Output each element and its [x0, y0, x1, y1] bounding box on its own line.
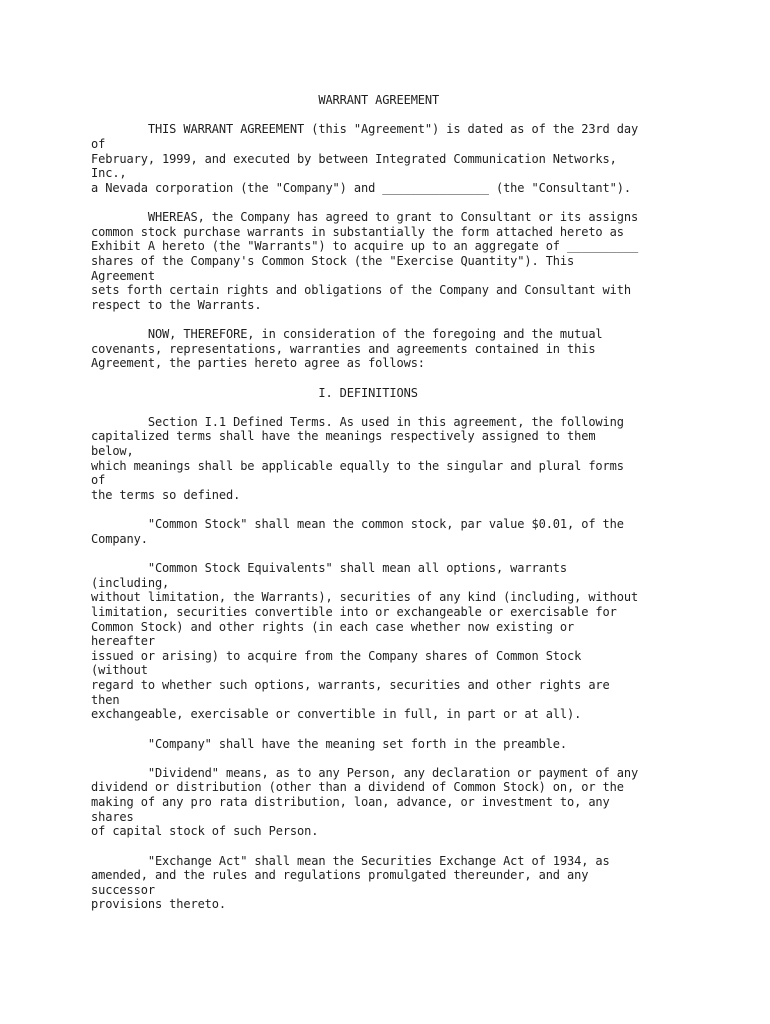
- blank-line: [91, 503, 638, 518]
- blank-line: [91, 108, 638, 123]
- document-line: successor: [91, 882, 155, 897]
- document-line: of capital stock of such Person.: [91, 824, 319, 839]
- document-line: February, 1999, and executed by between Integrated Communication Networks,: [91, 151, 617, 166]
- document-line: a Nevada corporation (the "Company") and _______________ (the "Consultant").: [91, 180, 631, 195]
- document-line: "Dividend" means, as to any Person, any declaration or payment of any: [91, 765, 639, 780]
- blank-line: [91, 312, 638, 327]
- document-line: "Company" shall have the meaning set forth in the preamble.: [91, 736, 568, 751]
- document-line: shares: [91, 809, 134, 824]
- document-line: "Common Stock Equivalents" shall mean all options, warrants: [91, 561, 568, 575]
- document-line: respect to the Warrants.: [91, 297, 262, 312]
- section-heading: I. DEFINITIONS: [91, 385, 418, 400]
- blank-line: [91, 751, 638, 766]
- document-line: covenants, representations, warranties and agreements contained in this: [91, 341, 596, 356]
- blank-line: [91, 371, 638, 386]
- document-line: of: [91, 473, 106, 488]
- document-line: "Exchange Act" shall mean the Securities Exchange Act of 1934, as: [91, 853, 610, 868]
- document-line: of: [91, 136, 106, 151]
- document-line: limitation, securities convertible into or exchangeable or exercisable for: [91, 604, 617, 619]
- document-line: Common Stock) and other rights (in each case whether now existing or: [91, 619, 575, 634]
- document-line: regard to whether such options, warrants, securities and other rights are: [91, 678, 610, 692]
- document-line: amended, and the rules and regulations promulgated thereunder, and any: [91, 868, 589, 883]
- document-line: (without: [91, 663, 148, 678]
- document-line: shares of the Company's Common Stock (the "Exercise Quantity"). This: [91, 253, 575, 268]
- document-line: the terms so defined.: [91, 487, 241, 502]
- document-line: common stock purchase warrants in substantially the form attached hereto as: [91, 224, 624, 239]
- blank-line: [91, 546, 638, 561]
- document-line: Inc.,: [91, 166, 127, 181]
- document-line: Section I.1 Defined Terms. As used in this agreement, the following: [91, 414, 624, 429]
- document-line: which meanings shall be applicable equally to the singular and plural forms: [91, 458, 624, 473]
- document-line: (including,: [91, 575, 170, 590]
- document-line: THIS WARRANT AGREEMENT (this "Agreement") is dated as of the 23rd day: [91, 122, 639, 137]
- document-line: hereafter: [91, 634, 155, 649]
- document-line: dividend or distribution (other than a dividend of Common Stock) on, or the: [91, 780, 624, 795]
- blank-line: [91, 400, 638, 415]
- document-line: then: [91, 692, 120, 707]
- document-line: Exhibit A hereto (the "Warrants") to acquire up to an aggregate of __________: [91, 239, 639, 254]
- document-line: below,: [91, 444, 134, 458]
- blank-line: [91, 195, 638, 210]
- document-line: provisions thereto.: [91, 897, 226, 912]
- document-line: Company.: [91, 531, 148, 546]
- document-line: making of any pro rata distribution, loan, advance, or investment to, any: [91, 795, 610, 809]
- document-line: Agreement, the parties hereto agree as follows:: [91, 356, 425, 371]
- document-line: without limitation, the Warrants), securities of any kind (including, without: [91, 590, 639, 605]
- document-line: NOW, THEREFORE, in consideration of the foregoing and the mutual: [91, 327, 603, 341]
- document-line: capitalized terms shall have the meanings respectively assigned to them: [91, 429, 596, 444]
- document-line: issued or arising) to acquire from the Company shares of Common Stock: [91, 648, 582, 663]
- blank-line: [91, 722, 638, 737]
- blank-line: [91, 839, 638, 854]
- document-line: "Common Stock" shall mean the common stock, par value $0.01, of the: [91, 517, 624, 532]
- document-line: Agreement: [91, 268, 155, 283]
- document-line: WHEREAS, the Company has agreed to grant to Consultant or its assigns: [91, 210, 639, 224]
- document-body: [91, 93, 638, 912]
- document-line: exchangeable, exercisable or convertible in full, in part or at all).: [91, 707, 582, 722]
- document-line: sets forth certain rights and obligations of the Company and Consultant with: [91, 283, 631, 298]
- document-title: WARRANT AGREEMENT: [91, 93, 440, 107]
